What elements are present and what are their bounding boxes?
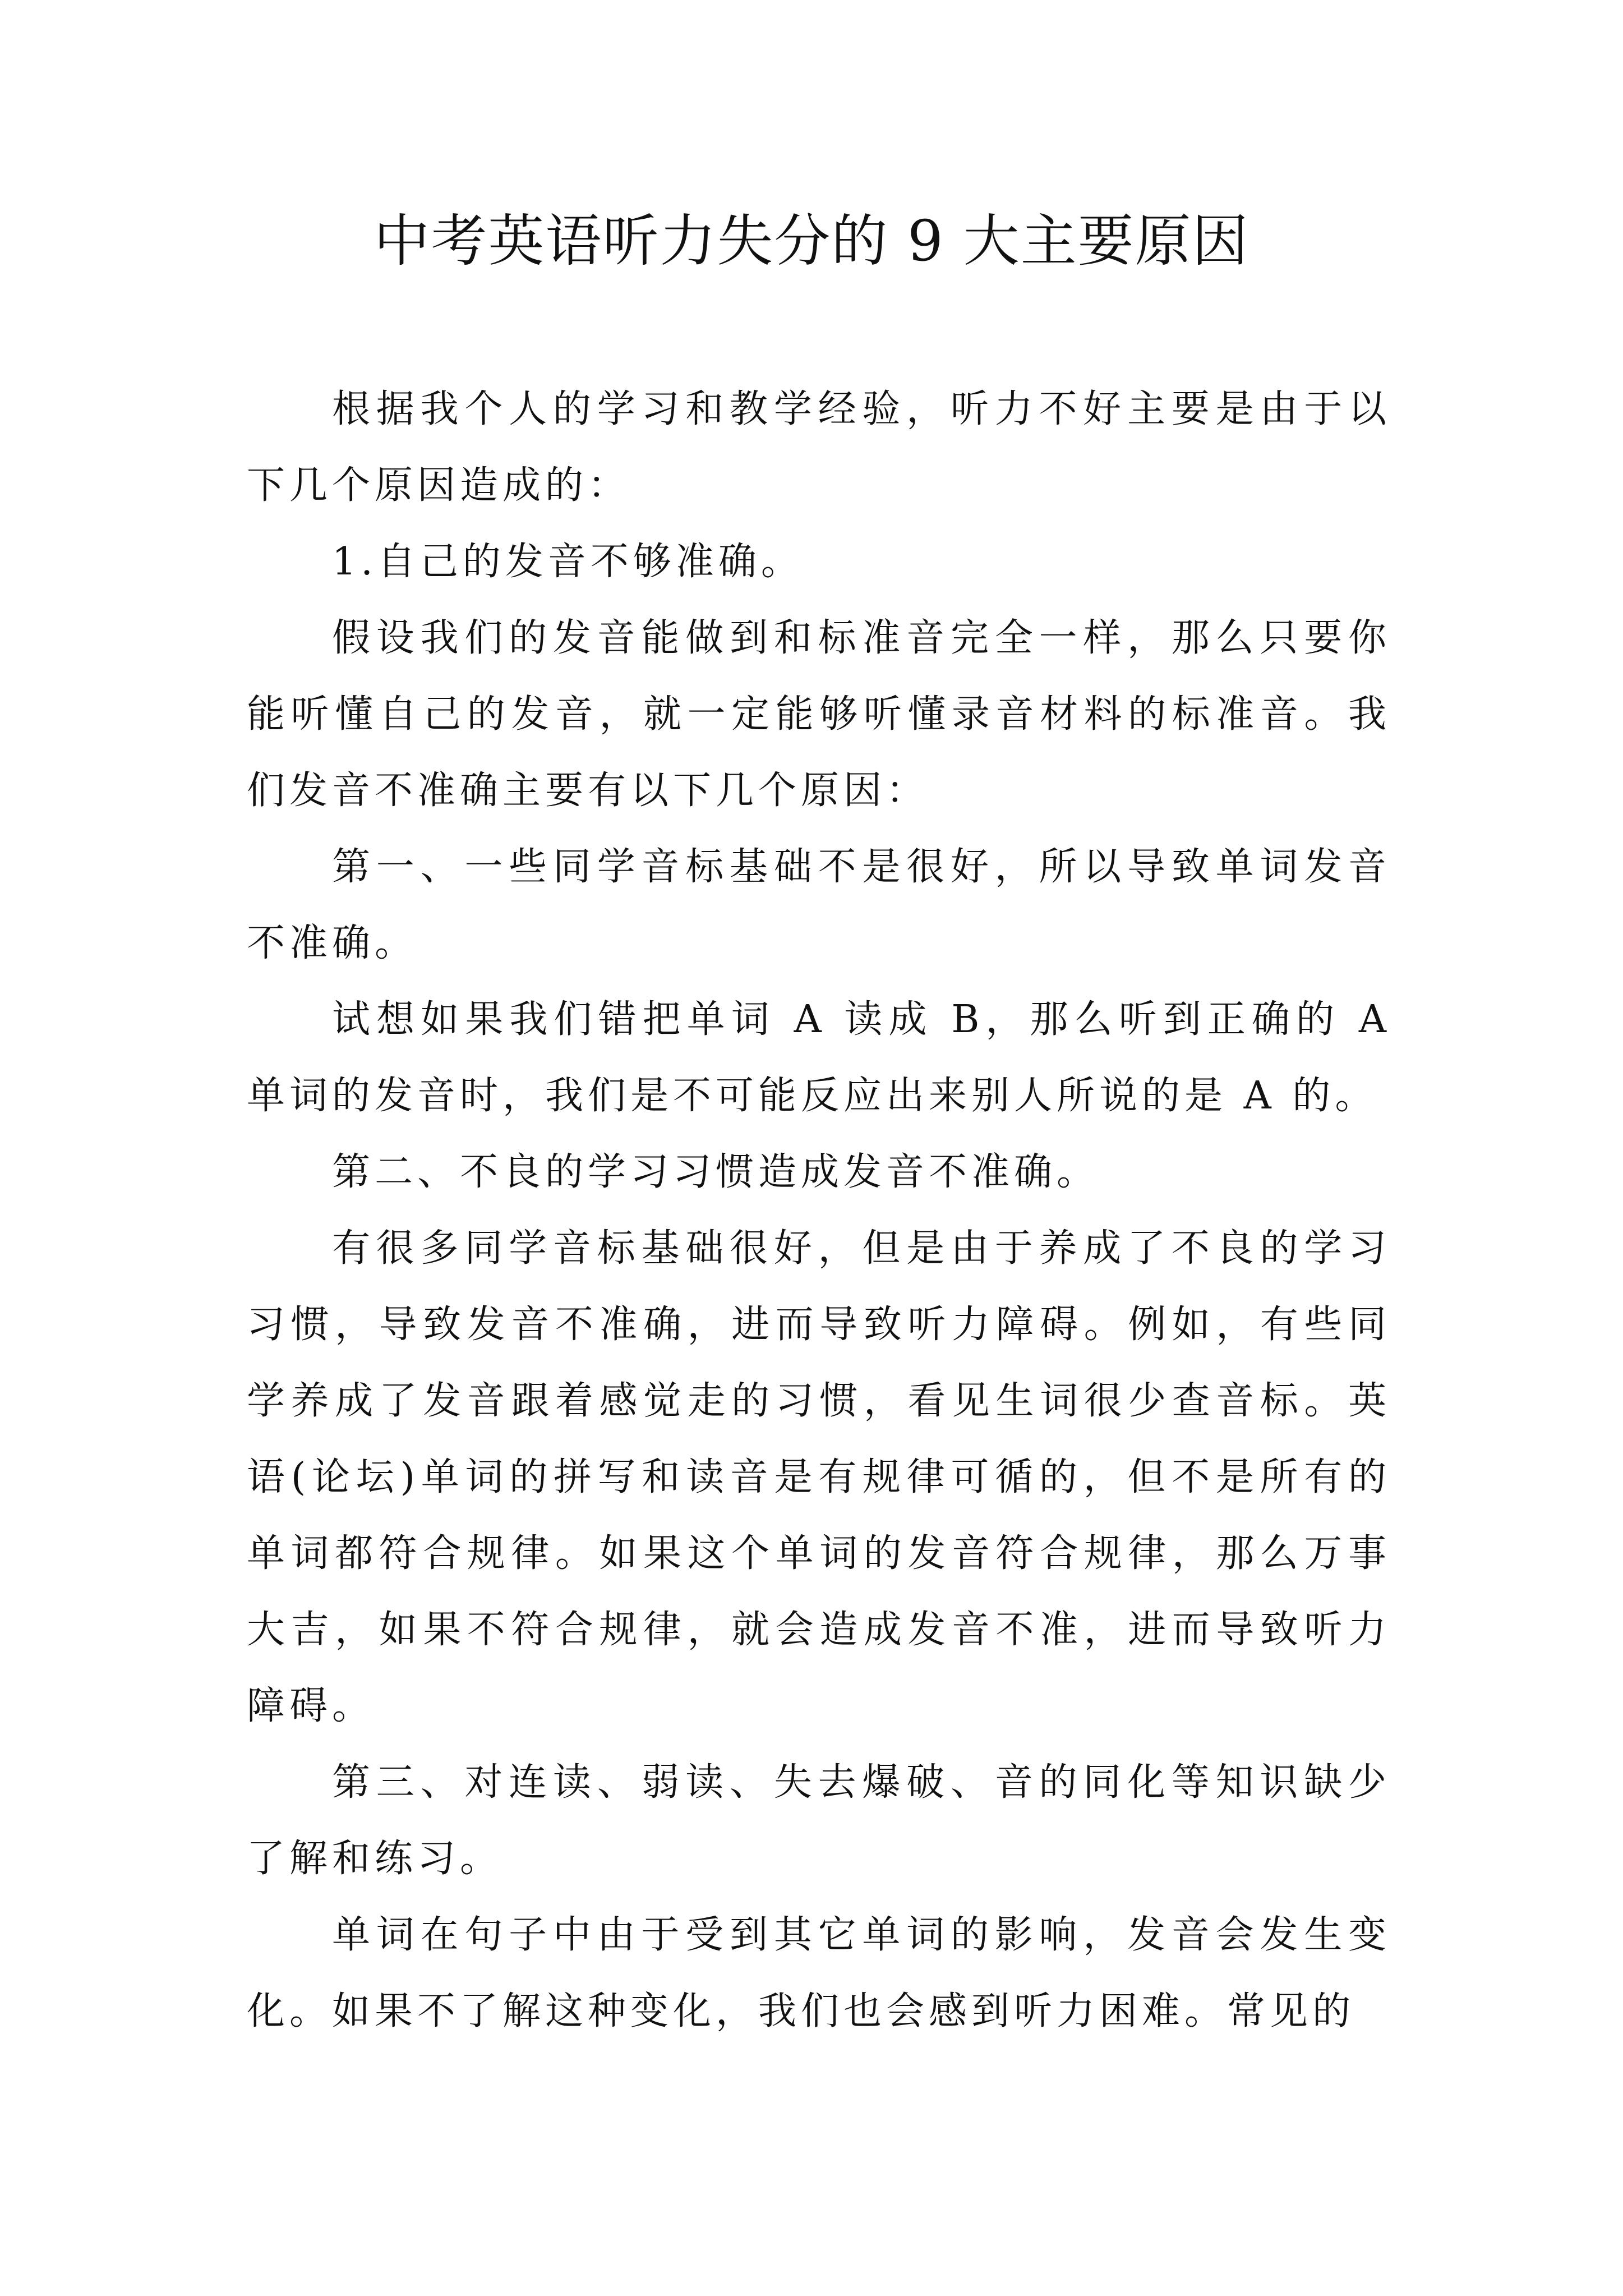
document-body xyxy=(247,371,1391,2050)
paragraph-reason-first-example: 试想如果我们错把单词 A 读成 B，那么听到正确的 A 单词的发音时，我们是不可能反应出来别人所说的是 A 的。 xyxy=(247,997,1391,1118)
paragraph-point-1-heading: 1.自己的发音不够准确。 xyxy=(332,540,804,584)
paragraph-reason-second: 第二、不良的学习习惯造成发音不准确。 xyxy=(332,1150,1100,1194)
document-title: 中考英语听力失分的 9 大主要原因 xyxy=(374,208,1249,274)
paragraph-reason-second-detail: 有很多同学音标基础很好，但是由于养成了不良的学习习惯，导致发音不准确，进而导致听力障碍。例如，有些同学养成了发音跟着感觉走的习惯，看见生词很少查音标。英语(论坛)单词的拼写和读音是有规律可循的，但不是所有的单词都符合规律。如果这个单词的发音符合规律，那么万事大吉，如果不符合规律，就会造成发音不准，进而导致听力障碍。 xyxy=(247,1226,1391,1728)
paragraph-reason-third: 第三、对连读、弱读、失去爆破、音的同化等知识缺少了解和练习。 xyxy=(247,1760,1391,1881)
paragraph-intro: 根据我个人的学习和教学经验，听力不好主要是由于以下几个原因造成的： xyxy=(247,387,1391,508)
paragraph-reason-third-detail: 单词在句子中由于受到其它单词的影响，发音会发生变化。如果不了解这种变化，我们也会感到听力困难。常见的 xyxy=(247,1913,1391,2033)
paragraph-pronunciation-reasons: 假设我们的发音能做到和标准音完全一样，那么只要你能听懂自己的发音，就一定能够听懂录音材料的标准音。我们发音不准确主要有以下几个原因： xyxy=(247,616,1391,813)
paragraph-reason-first: 第一、一些同学音标基础不是很好，所以导致单词发音不准确。 xyxy=(247,845,1391,965)
